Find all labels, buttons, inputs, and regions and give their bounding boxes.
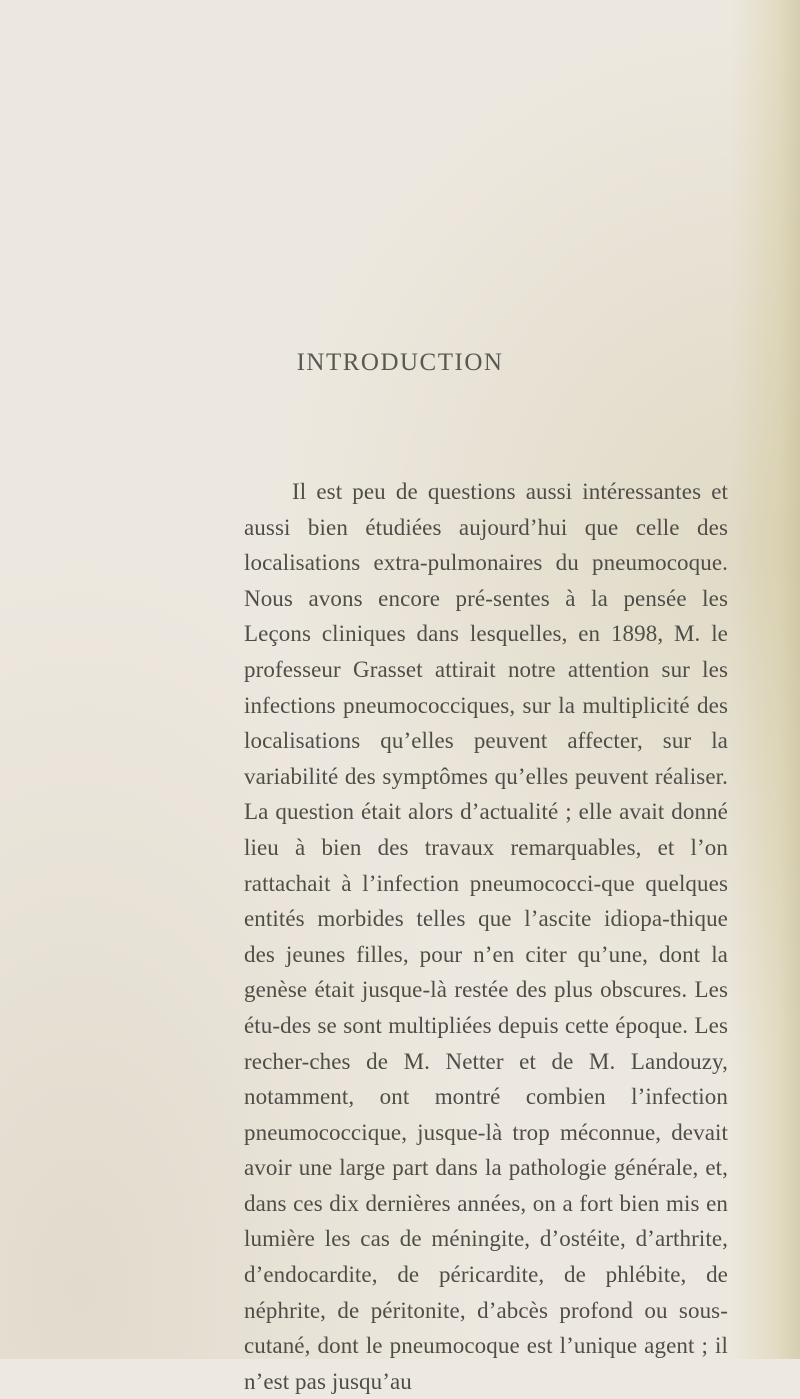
page-edge-discoloration [730, 0, 800, 1359]
chapter-heading: INTRODUCTION [296, 349, 504, 376]
body-paragraph: Il est peu de questions aussi intéressantes et aussi bien étudiées aujourd’hui que celle des localisations extra-pulmonaires du pneumocoque. Nous avons encore pré-sentes à la pensée les Leçons cliniques dans lesquelles, en 1898, M. le professeur Grasset attirait notre attention sur les infections pneumococciques, sur la multiplicité des localisations qu’elles peuvent affecter, sur la variabilité des symptômes qu’elles peuvent réaliser. La question était alors d’actualité ; elle avait donné lieu à bien des travaux remarquables, et l’on rattachait à l’infection pneumococci-que quelques entités morbides telles que l’ascite idiopa-thique des jeunes filles, pour n’en citer qu’une, dont la genèse était jusque-là restée des plus obscures. Les étu-des se sont multipliées depuis cette époque. Les recher-ches de M. Netter et de M. Landouzy, notamment, ont montré combien l’infection pneumococcique, jusque-là trop méconnue, devait avoir une large part dans la pathologie générale, et, dans ces dix dernières années, on a fort bien mis en lumière les cas de méningite, d’ostéite, d’arthrite, d’endocardite, de péricardite, de phlébite, de néphrite, de péritonite, d’abcès profond ou sous-cutané, dont le pneumocoque est l’unique agent ; il n’est pas jusqu’au [244, 479, 728, 1394]
